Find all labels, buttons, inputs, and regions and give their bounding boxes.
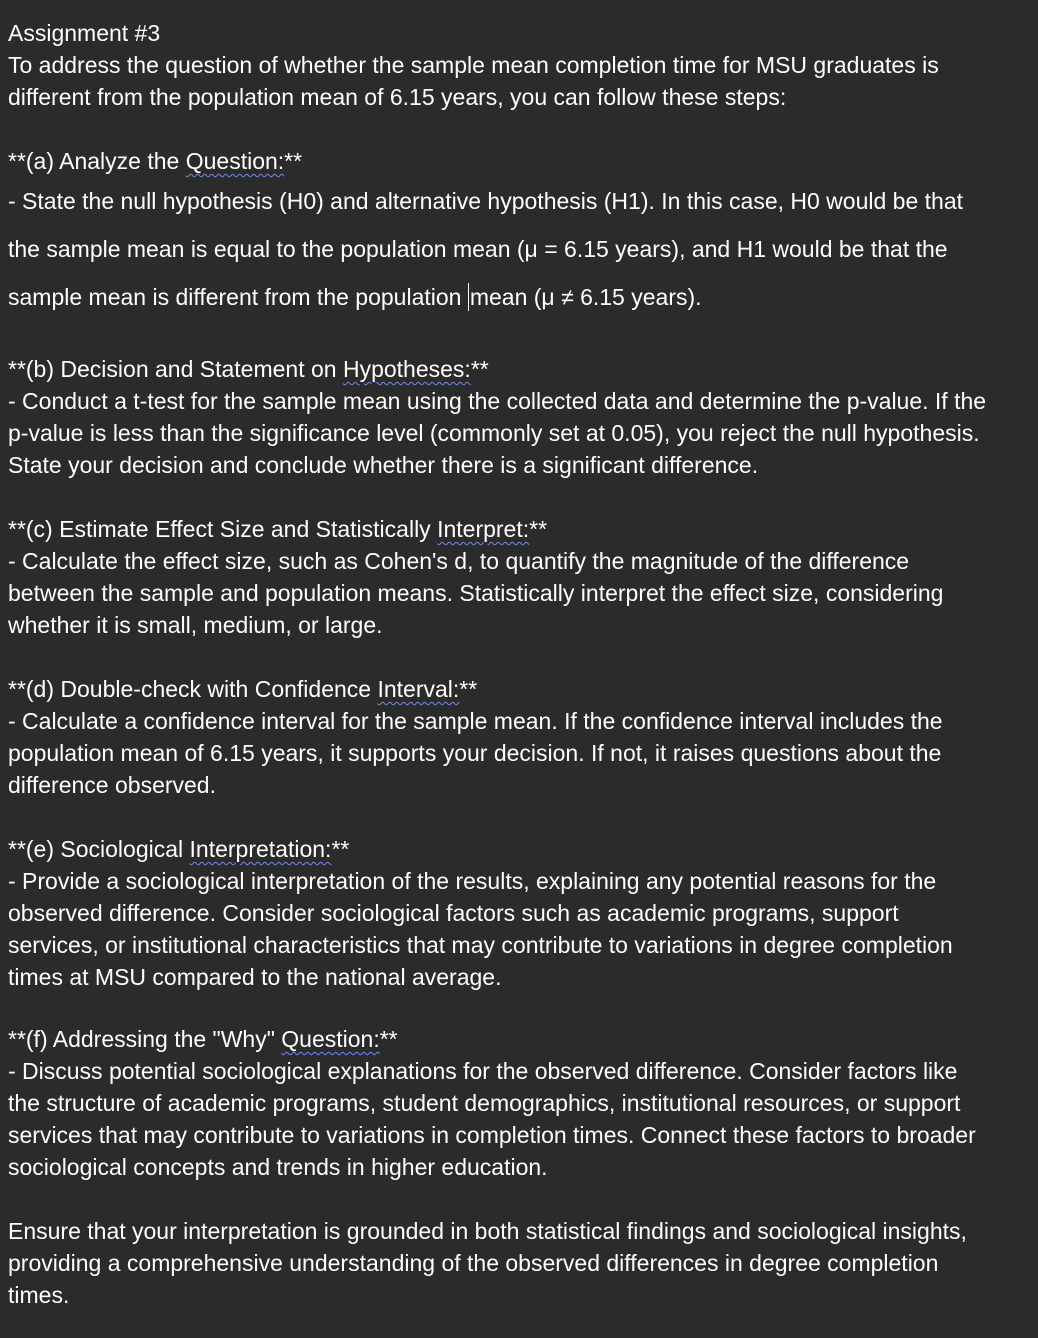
section-d-line: population mean of 6.15 years, it supports your decision. If not, it raises questions about the (8, 740, 942, 766)
text-cursor (468, 283, 469, 311)
spellcheck-flagged-word[interactable]: Interval: (377, 676, 460, 702)
section-c-line: whether it is small, medium, or large. (8, 612, 383, 638)
section-b-heading (8, 354, 489, 384)
section-a-line: the sample mean is equal to the population mean (μ = 6.15 years), and H1 would be that the (8, 236, 948, 262)
section-d-line: - Calculate a confidence interval for the sample mean. If the confidence interval includes the (8, 708, 943, 734)
spellcheck-flagged-word[interactable]: Question: (185, 148, 285, 174)
section-d-heading (8, 674, 477, 704)
closing-line: times. (8, 1282, 70, 1308)
heading-text: **(b) Decision and Statement on (8, 356, 343, 382)
section-e-line: times at MSU compared to the national average. (8, 964, 502, 990)
intro-line: To address the question of whether the sample mean completion time for MSU graduates is (8, 52, 939, 78)
closing-line: Ensure that your interpretation is grounded in both statistical findings and sociological insights, (8, 1218, 967, 1244)
heading-text: ** (331, 836, 350, 862)
section-c-line: between the sample and population means. Statistically interpret the effect size, considering (8, 580, 944, 606)
heading-text: **(c) Estimate Effect Size and Statistically (8, 516, 438, 542)
heading-text: ** (459, 676, 478, 702)
section-d-line: difference observed. (8, 772, 216, 798)
section-f-line: sociological concepts and trends in higher education. (8, 1154, 548, 1180)
section-e-heading (8, 834, 349, 864)
section-e-line: - Provide a sociological interpretation of the results, explaining any potential reasons for the (8, 868, 937, 894)
heading-text: **(f) Addressing the "Why" (8, 1026, 282, 1052)
line-text: sample mean is different from the population (8, 284, 468, 310)
section-a-line (8, 282, 702, 312)
section-c-line: - Calculate the effect size, such as Cohen's d, to quantify the magnitude of the difference (8, 548, 910, 574)
section-f-line: services that may contribute to variations in completion times. Connect these factors to broader (8, 1122, 976, 1148)
section-c-heading (8, 514, 547, 544)
document-title: Assignment #3 (8, 20, 161, 46)
spellcheck-flagged-word[interactable]: Hypotheses: (342, 356, 471, 382)
heading-text: ** (379, 1026, 398, 1052)
heading-text: **(a) Analyze the (8, 148, 186, 174)
spellcheck-flagged-word[interactable]: Interpret: (437, 516, 530, 542)
section-b-line: p-value is less than the significance level (commonly set at 0.05), you reject the null hypothesis. (8, 420, 980, 446)
section-f-line: - Discuss potential sociological explanations for the observed difference. Consider factors like (8, 1058, 958, 1084)
section-b-line: - Conduct a t-test for the sample mean using the collected data and determine the p-value. If the (8, 388, 987, 414)
section-b-line: State your decision and conclude whether there is a significant difference. (8, 452, 759, 478)
section-f-heading (8, 1024, 398, 1054)
heading-text: ** (470, 356, 489, 382)
section-a-heading (8, 146, 302, 176)
closing-line: providing a comprehensive understanding of the observed differences in degree completion (8, 1250, 939, 1276)
heading-text: ** (284, 148, 303, 174)
section-f-line: the structure of academic programs, student demographics, institutional resources, or support (8, 1090, 961, 1116)
line-text: mean (μ ≠ 6.15 years). (469, 284, 702, 310)
heading-text: ** (529, 516, 548, 542)
heading-text: **(d) Double-check with Confidence (8, 676, 378, 702)
spellcheck-flagged-word[interactable]: Interpretation: (189, 836, 332, 862)
heading-text: **(e) Sociological (8, 836, 190, 862)
section-a-line: - State the null hypothesis (H0) and alternative hypothesis (H1). In this case, H0 would be that (8, 188, 964, 214)
spellcheck-flagged-word[interactable]: Question: (281, 1026, 380, 1052)
section-e-line: observed difference. Consider sociological factors such as academic programs, support (8, 900, 899, 926)
intro-line: different from the population mean of 6.15 years, you can follow these steps: (8, 84, 787, 110)
section-e-line: services, or institutional characteristics that may contribute to variations in degree completion (8, 932, 953, 958)
